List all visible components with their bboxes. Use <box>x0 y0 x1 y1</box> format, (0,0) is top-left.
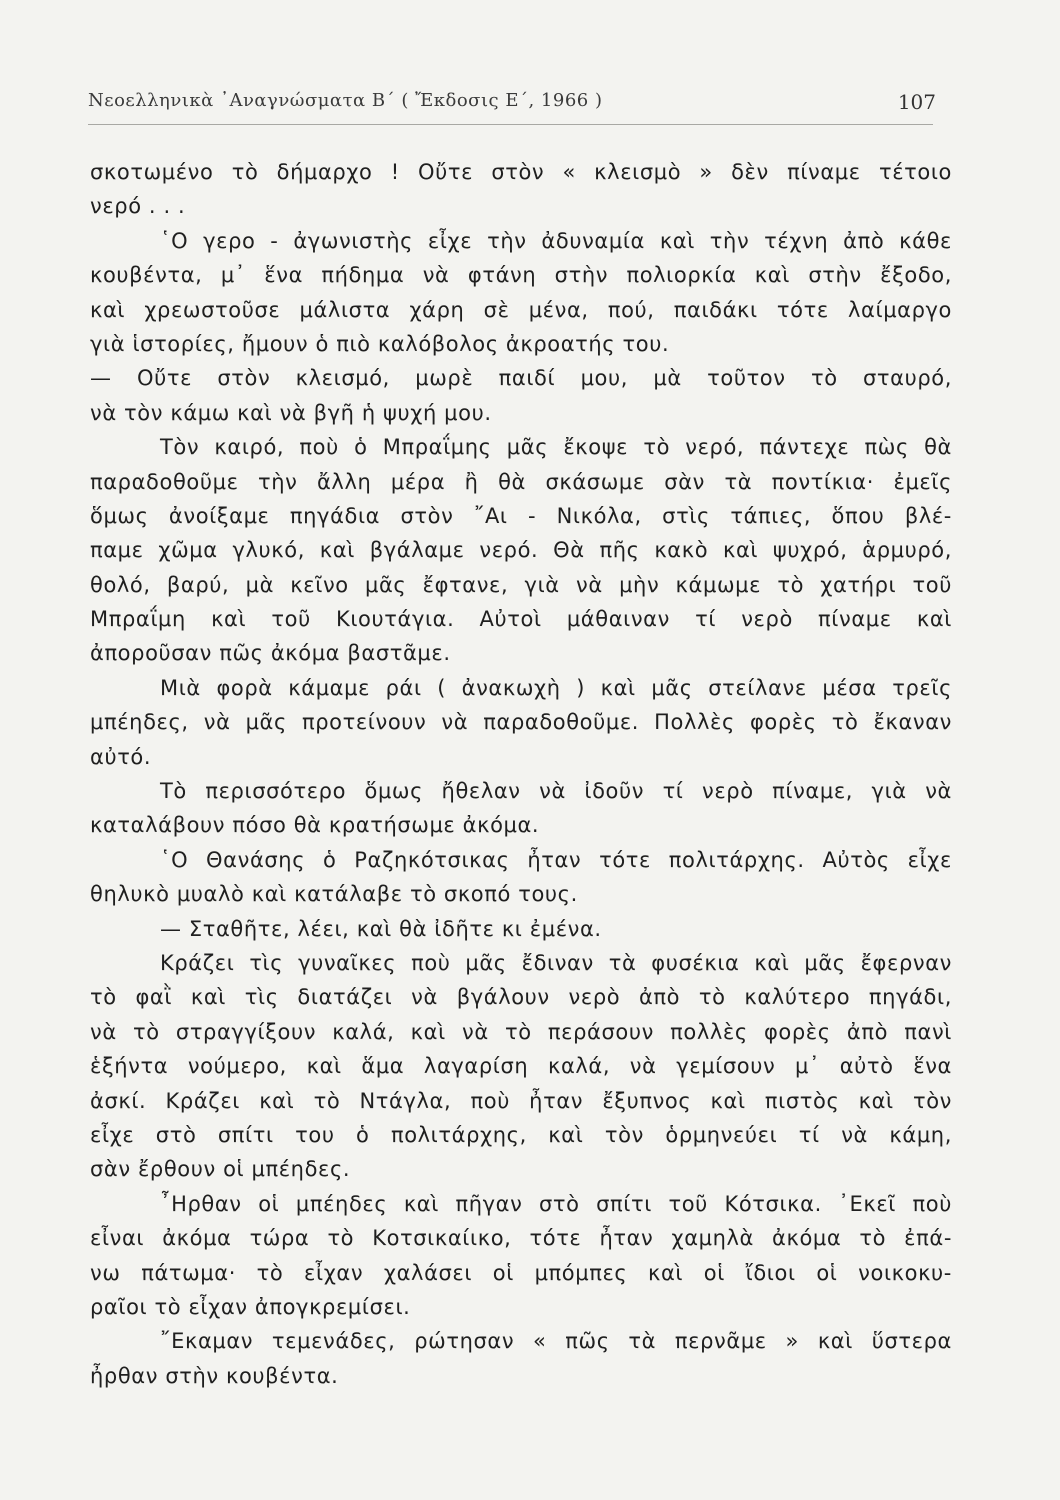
text-line: νω πάτωμα· τὸ εἶχαν χαλάσει οἱ μπόμπες καὶ οἱ ἴδιοι οἱ νοικοκυ- <box>90 1260 952 1285</box>
body-text <box>90 155 952 1393</box>
running-head: Νεοελληνικὰ ᾿Αναγνώσματα Β΄ ( Ἔκδοσις Ε΄, 1966 ) <box>88 90 603 111</box>
text-line: εἶναι ἀκόμα τώρα τὸ Κοτσικαίικο, τότε ἦταν χαμηλὰ ἀκόμα τὸ ἐπά- <box>90 1226 952 1251</box>
text-line: θολό, βαρύ, μὰ κεῖνο μᾶς ἔφτανε, γιὰ νὰ μὴν κάμωμε τὸ χατήρι τοῦ <box>90 572 952 597</box>
text-line: εἶχε στὸ σπίτι του ὁ πολιτάρχης, καὶ τὸν ὁρμηνεύει τί νὰ κάμη, <box>90 1122 952 1147</box>
text-line: σὰν ἔρθουν οἱ μπέηδες. <box>90 1157 351 1182</box>
text-line: ῏Ηρθαν οἱ μπέηδες καὶ πῆγαν στὸ σπίτι τοῦ Κότσικα. ᾿Εκεῖ ποὺ <box>160 1191 952 1216</box>
header-rule <box>88 124 933 125</box>
text-line: ῎Εκαμαν τεμενάδες, ρώτησαν « πῶς τὰ περνᾶμε » καὶ ὕστερα <box>160 1329 952 1354</box>
text-line: θηλυκὸ μυαλὸ καὶ κατάλαβε τὸ σκοπό τους. <box>90 882 578 907</box>
text-line: ῾Ο γερο - ἀγωνιστὴς εἶχε τὴν ἀδυναμία καὶ τὴν τέχνη ἀπὸ κάθε <box>160 228 952 253</box>
text-line: καταλάβουν πόσο θὰ κρατήσωμε ἀκόμα. <box>90 813 540 838</box>
text-line: αὐτό. <box>90 744 152 769</box>
text-line: σκοτωμένο τὸ δήμαρχο ! Οὔτε στὸν « κλεισμὸ » δὲν πίναμε τέτοιο <box>90 160 952 184</box>
text-line: ἀσκί. Κράζει καὶ τὸ Ντάγλα, ποὺ ἦταν ἔξυπνος καὶ πιστὸς καὶ τὸν <box>90 1088 952 1113</box>
text-line: παμε χῶμα γλυκό, καὶ βγάλαμε νερό. Θὰ πῆς κακὸ καὶ ψυχρό, ἁρμυρό, <box>90 538 952 563</box>
page-header <box>88 86 936 120</box>
text-line: ῾Ο Θανάσης ὁ Ραζηκότσικας ἦταν τότε πολιτάρχης. Αὐτὸς εἶχε <box>160 847 952 872</box>
text-line: Μιὰ φορὰ κάμαμε ράι ( ἀνακωχὴ ) καὶ μᾶς στείλανε μέσα τρεῖς <box>160 675 952 700</box>
text-line: νὰ τὸν κάμω καὶ νὰ βγῆ ἡ ψυχή μου. <box>90 400 492 425</box>
text-line: ραῖοι τὸ εἶχαν ἀπογκρεμίσει. <box>90 1294 411 1319</box>
text-line: Μπραΐμη καὶ τοῦ Κιουτάγια. Αὐτοὶ μάθαιναν τί νερὸ πίναμε καὶ <box>90 607 952 632</box>
page-number: 107 <box>897 90 936 114</box>
text-line: ἀποροῦσαν πῶς ἀκόμα βαστᾶμε. <box>90 641 451 666</box>
text-line: νερό . . . <box>90 194 186 219</box>
text-line: Τὸν καιρό, ποὺ ὁ Μπραΐμης μᾶς ἔκοψε τὸ νερό, πάντεχε πὼς θὰ <box>160 435 952 460</box>
text-line: ἑξήντα νούμερο, καὶ ἅμα λαγαρίση καλά, νὰ γεμίσουν μ᾿ αὐτὸ ἕνα <box>90 1054 952 1079</box>
text-line: μπέηδες, νὰ μᾶς προτείνουν νὰ παραδοθοῦμε. Πολλὲς φορὲς τὸ ἔκαναν <box>90 710 952 735</box>
text-line: Τὸ περισσότερο ὅμως ἤθελαν νὰ ἰδοῦν τί νερὸ πίναμε, γιὰ νὰ <box>160 779 952 804</box>
text-line: νὰ τὸ στραγγίξουν καλά, καὶ νὰ τὸ περάσουν πολλὲς φορὲς ἀπὸ πανὶ <box>90 1019 952 1044</box>
text-line: Κράζει τὶς γυναῖκες ποὺ μᾶς ἔδιναν τὰ φυσέκια καὶ μᾶς ἔφερναν <box>160 950 952 975</box>
text-line: γιὰ ἱστορίες, ἤμουν ὁ πιὸ καλόβολος ἀκροατής του. <box>90 331 670 356</box>
text-line: ἦρθαν στὴν κουβέντα. <box>90 1363 339 1388</box>
text-line: παραδοθοῦμε τὴν ἄλλη μέρα ἢ θὰ σκάσωμε σὰν τὰ ποντίκια· ἐμεῖς <box>90 469 952 494</box>
text-line: τὸ φαῒ καὶ τὶς διατάζει νὰ βγάλουν νερὸ ἀπὸ τὸ καλύτερο πηγάδι, <box>90 985 952 1010</box>
text-line: κουβέντα, μ᾿ ἕνα πήδημα νὰ φτάνη στὴν πολιορκία καὶ στὴν ἔξοδο, <box>90 263 952 288</box>
text-line: καὶ χρεωστοῦσε μάλιστα χάρη σὲ μένα, πού, παιδάκι τότε λαίμαργο <box>90 297 952 322</box>
text-line: — Σταθῆτε, λέει, καὶ θὰ ἰδῆτε κι ἐμένα. <box>160 916 602 941</box>
text-line: — Οὔτε στὸν κλεισμό, μωρὲ παιδί μου, μὰ τοῦτον τὸ σταυρό, <box>90 366 952 391</box>
text-line: ὅμως ἀνοίξαμε πηγάδια στὸν ῎Αι - Νικόλα, στὶς τάπιες, ὅπου βλέ- <box>90 503 952 528</box>
